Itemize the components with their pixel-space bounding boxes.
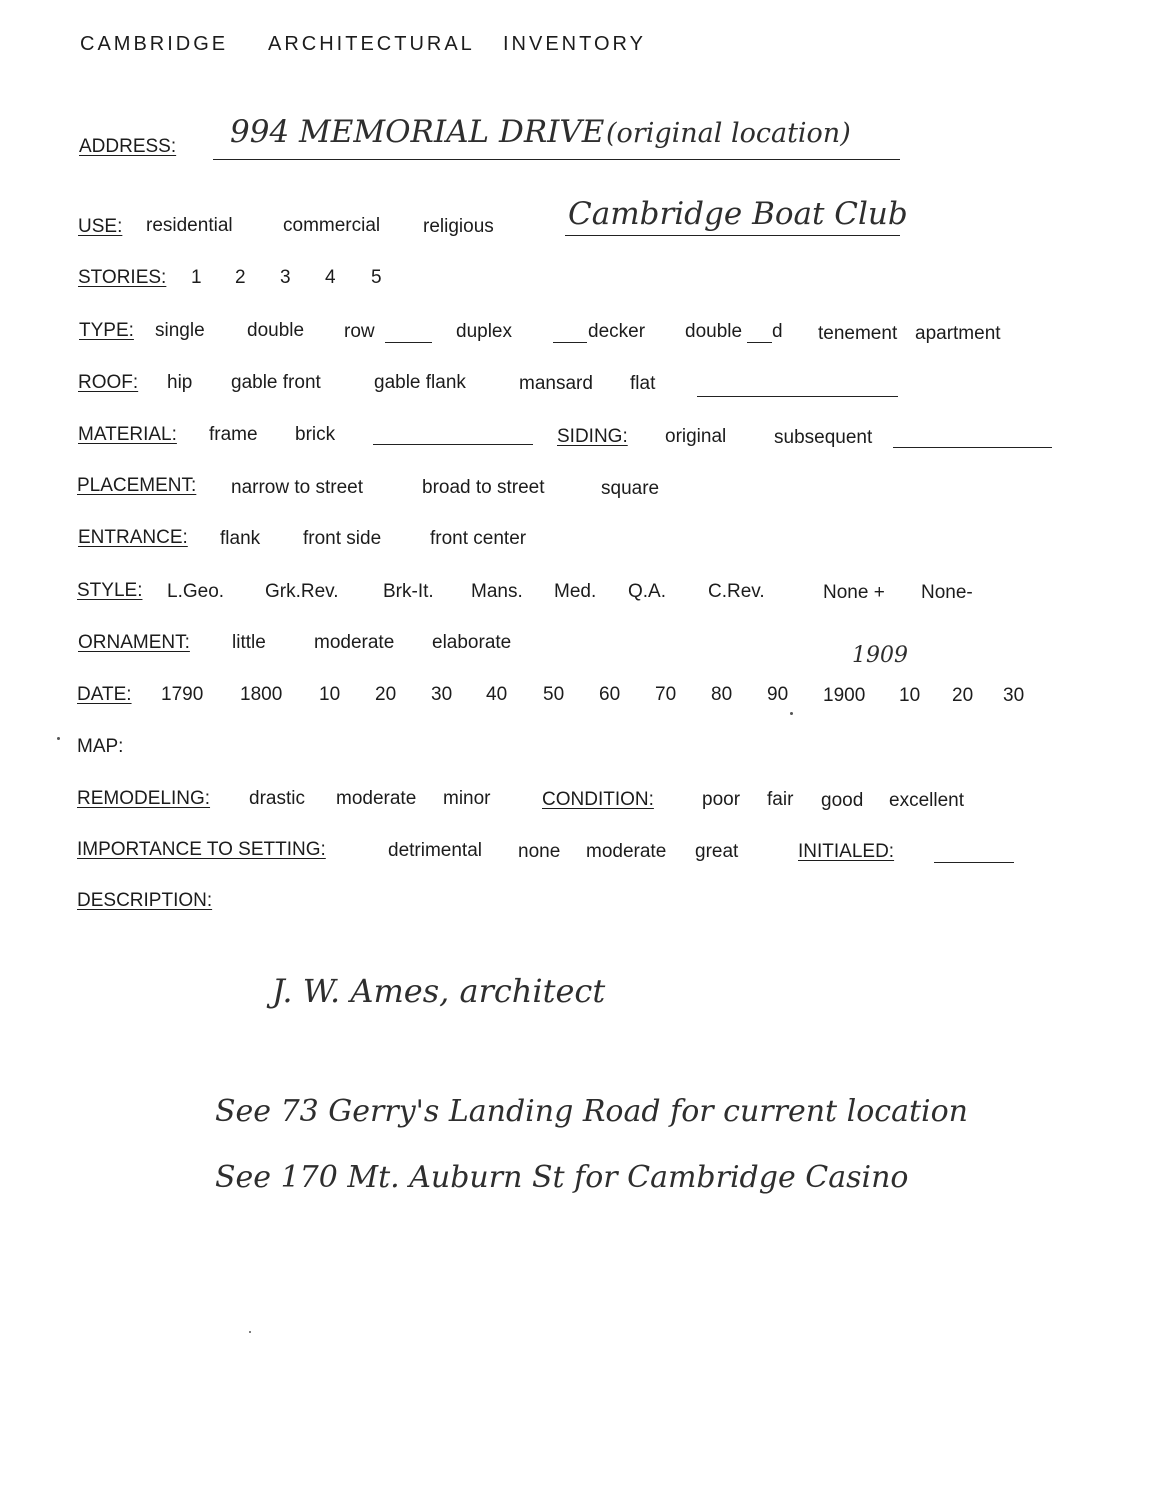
siding-label: SIDING:	[557, 426, 628, 447]
description-casino-handwritten: See 170 Mt. Auburn St for Cambridge Casino	[215, 1160, 909, 1195]
roof-option-mansard: mansard	[519, 373, 593, 394]
type-option-decker: decker	[588, 321, 646, 342]
date-option-80: 80	[711, 684, 733, 705]
stories-option-2: 2	[235, 267, 246, 288]
initialed-blank	[934, 862, 1014, 863]
stories-option-5: 5	[371, 267, 382, 288]
map-label: MAP:	[77, 736, 124, 757]
type-double-d-blank	[747, 342, 772, 343]
date-handwritten: 1909	[852, 643, 908, 668]
ornament-label: ORNAMENT:	[78, 632, 190, 653]
condition-option-excellent: excellent	[889, 790, 964, 811]
remodeling-option-moderate: moderate	[336, 788, 417, 809]
address-line	[213, 159, 900, 160]
date-option-1790: 1790	[161, 684, 204, 705]
date-option-1800: 1800	[240, 684, 283, 705]
material-option-brick: brick	[295, 424, 336, 445]
date-option-70: 70	[655, 684, 677, 705]
ornament-option-moderate: moderate	[314, 632, 395, 653]
style-option-med: Med.	[554, 581, 597, 602]
placement-option-narrow: narrow to street	[231, 477, 363, 498]
style-label: STYLE:	[77, 580, 143, 601]
type-label: TYPE:	[79, 320, 134, 341]
importance-label: IMPORTANCE TO SETTING:	[77, 839, 326, 860]
importance-option-great: great	[695, 841, 739, 862]
type-option-single: single	[155, 320, 205, 341]
entrance-option-front-side: front side	[303, 528, 382, 549]
style-option-lgeo: L.Geo.	[167, 581, 225, 602]
style-option-grkrev: Grk.Rev.	[265, 581, 339, 602]
roof-option-hip: hip	[167, 372, 193, 393]
style-option-none-minus: None-	[921, 582, 973, 603]
use-label: USE:	[78, 216, 123, 237]
header-title-cambridge: CAMBRIDGE	[80, 33, 229, 55]
placement-option-square: square	[601, 478, 660, 499]
date-option-40: 40	[486, 684, 508, 705]
siding-option-original: original	[665, 426, 727, 447]
type-row-blank	[385, 342, 432, 343]
material-label: MATERIAL:	[78, 424, 177, 445]
style-option-mans: Mans.	[471, 581, 523, 602]
roof-blank	[697, 396, 898, 397]
remodeling-option-drastic: drastic	[249, 788, 305, 809]
scan-speck	[790, 712, 793, 715]
header-title-inventory: INVENTORY	[503, 33, 646, 55]
stories-option-4: 4	[325, 267, 336, 288]
entrance-label: ENTRANCE:	[78, 527, 188, 548]
use-handwritten: Cambridge Boat Club	[568, 196, 908, 232]
material-blank	[373, 444, 533, 445]
date-option-90: 90	[767, 684, 789, 705]
address-label: ADDRESS:	[79, 136, 177, 157]
type-option-tenement: tenement	[818, 323, 898, 344]
address-street-handwritten: 994 MEMORIAL DRIVE	[230, 114, 605, 150]
type-decker-blank	[553, 342, 587, 343]
description-architect-handwritten: J. W. Ames, architect	[272, 972, 606, 1010]
entrance-option-flank: flank	[220, 528, 261, 549]
type-option-duplex: duplex	[456, 321, 512, 342]
entrance-option-front-center: front center	[430, 528, 527, 549]
use-option-religious: religious	[423, 216, 494, 237]
style-option-crev: C.Rev.	[708, 581, 765, 602]
description-label: DESCRIPTION:	[77, 890, 213, 911]
date-option-1930: 30	[1003, 685, 1025, 706]
placement-label: PLACEMENT:	[77, 475, 197, 496]
condition-label: CONDITION:	[542, 789, 654, 810]
use-line	[565, 235, 900, 236]
stories-option-1: 1	[191, 267, 202, 288]
type-option-row: row	[344, 321, 375, 342]
roof-option-gable-front: gable front	[231, 372, 321, 393]
use-option-commercial: commercial	[283, 215, 381, 236]
importance-option-detrimental: detrimental	[388, 840, 482, 861]
condition-option-good: good	[821, 790, 864, 811]
use-option-residential: residential	[146, 215, 233, 236]
style-option-qa: Q.A.	[628, 581, 667, 602]
date-option-50: 50	[543, 684, 565, 705]
type-option-apartment: apartment	[915, 323, 1001, 344]
roof-option-gable-flank: gable flank	[374, 372, 466, 393]
date-option-60: 60	[599, 684, 621, 705]
remodeling-label: REMODELING:	[77, 788, 211, 809]
siding-option-subsequent: subsequent	[774, 427, 873, 448]
date-option-20: 20	[375, 684, 397, 705]
siding-blank	[893, 447, 1052, 448]
date-option-10: 10	[319, 684, 341, 705]
date-option-1900: 1900	[823, 685, 866, 706]
scan-speck	[249, 1331, 251, 1333]
date-option-1910: 10	[899, 685, 921, 706]
date-option-30: 30	[431, 684, 453, 705]
type-option-double-d: double	[685, 321, 743, 342]
remodeling-option-minor: minor	[443, 788, 491, 809]
address-note-handwritten: (original location)	[606, 118, 851, 149]
style-option-brkit: Brk-It.	[383, 581, 434, 602]
condition-option-poor: poor	[702, 789, 741, 810]
style-option-none-plus: None +	[823, 582, 885, 603]
scan-speck	[57, 737, 60, 740]
roof-label: ROOF:	[78, 372, 139, 393]
importance-option-moderate: moderate	[586, 841, 667, 862]
date-label: DATE:	[77, 684, 132, 705]
ornament-option-little: little	[232, 632, 266, 653]
date-option-1920: 20	[952, 685, 974, 706]
ornament-option-elaborate: elaborate	[432, 632, 512, 653]
condition-option-fair: fair	[767, 789, 794, 810]
importance-option-none: none	[518, 841, 561, 862]
placement-option-broad: broad to street	[422, 477, 545, 498]
description-current-location-handwritten: See 73 Gerry's Landing Road for current location	[215, 1094, 968, 1129]
stories-option-3: 3	[280, 267, 291, 288]
material-option-frame: frame	[209, 424, 258, 445]
initialed-label: INITIALED:	[798, 841, 895, 862]
type-option-d: d	[772, 321, 783, 342]
type-option-double: double	[247, 320, 305, 341]
stories-label: STORIES:	[78, 267, 167, 288]
header-title-architectural: ARCHITECTURAL	[268, 33, 475, 55]
roof-option-flat: flat	[630, 373, 656, 394]
